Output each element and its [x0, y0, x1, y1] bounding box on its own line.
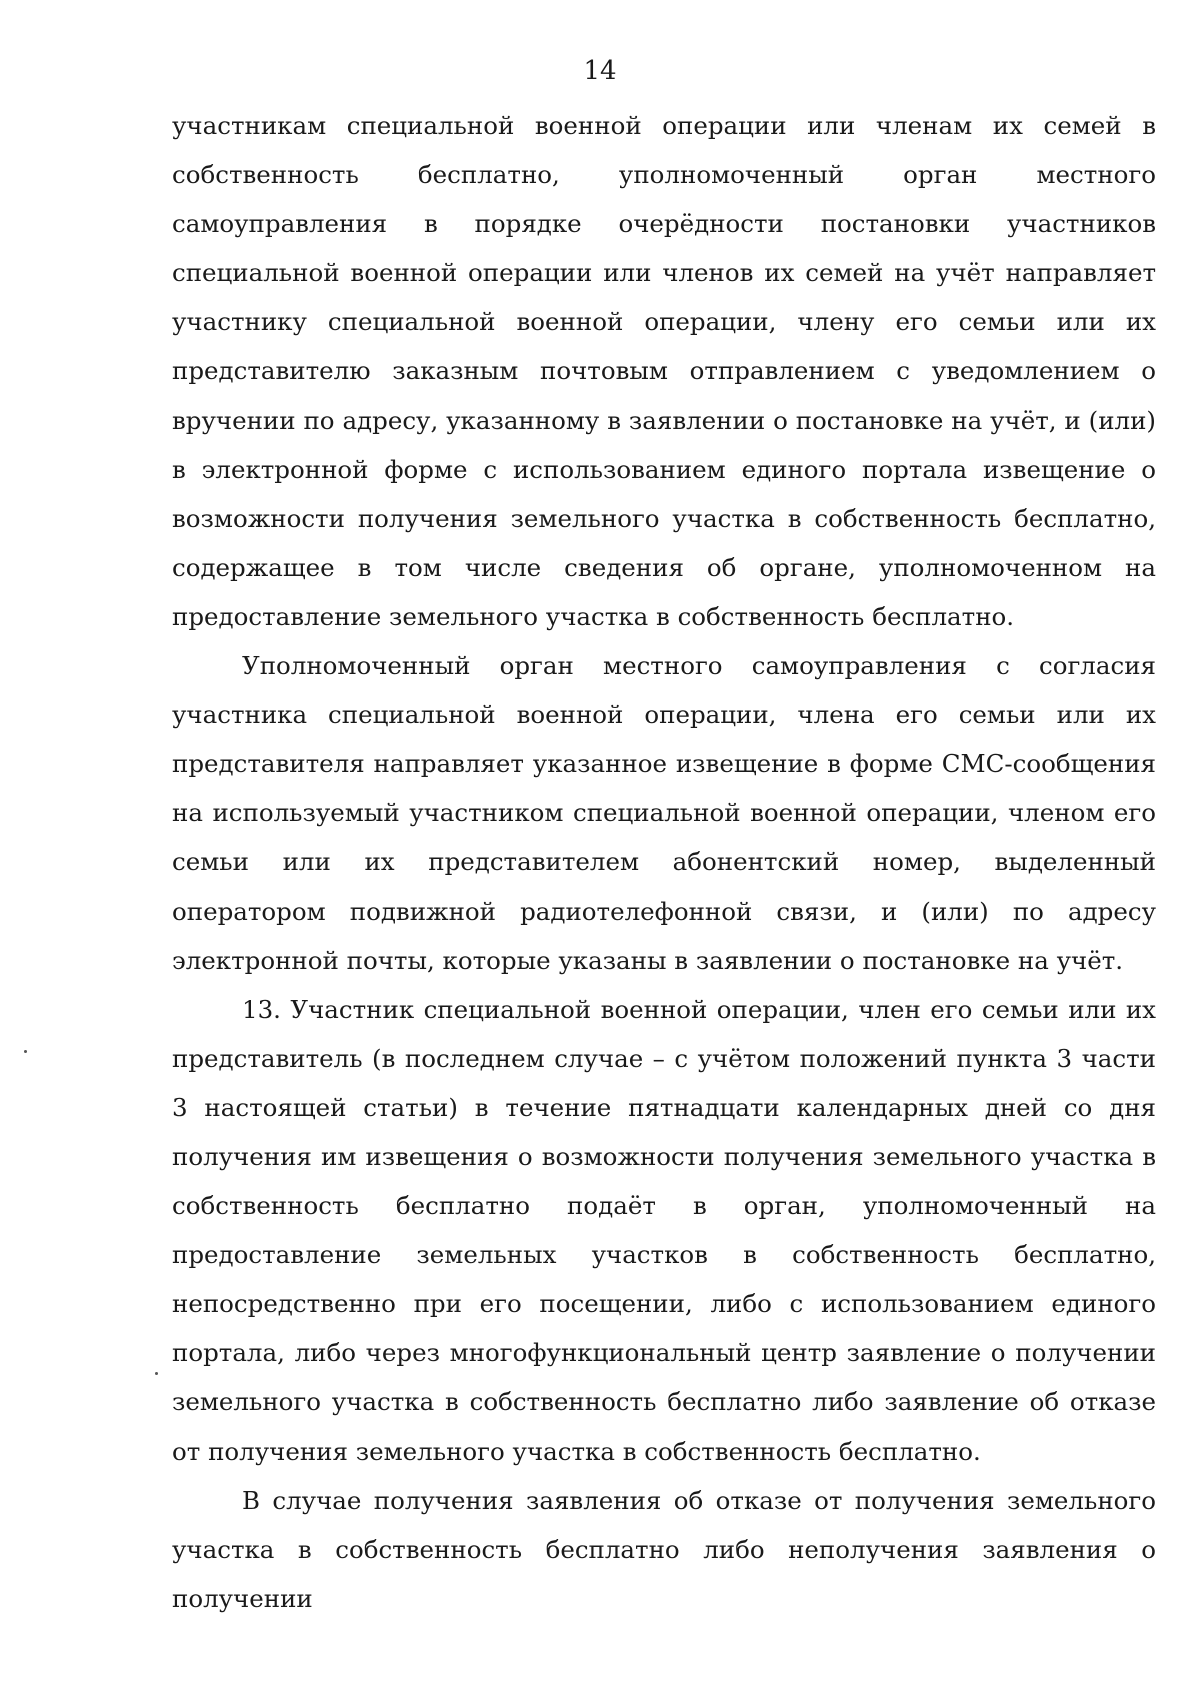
document-body	[172, 101, 1156, 1623]
paragraph-item-13: 13. Участник специальной военной операции, член его семьи или их представитель (в последнем случае – с учётом положений пункта 3 части 3 настоящей статьи) в течение пятнадцати календарных дней со дня получения им извещения о возможности получения земельного участка в собственность бесплатно подаёт в орган, уполномоченный на предоставление земельных участков в собственность бесплатно, непосредственно при его посещении, либо с использованием единого портала, либо через многофункциональный центр заявление о получении земельного участка в собственность бесплатно либо заявление об отказе от получения земельного участка в собственность бесплатно.	[172, 994, 1156, 1466]
scan-speck	[24, 1050, 27, 1053]
paragraph-sms-notice: Уполномоченный орган местного самоуправления с согласия участника специальной военной операции, члена его семьи или их представителя направляет указанное извещение в форме СМС-сообщения на используемый участником специальной военной операции, членом его семьи или их представителем абонентский номер, выделенный оператором подвижной радиотелефонной связи, и (или) по адресу электронной почты, которые указаны в заявлении о постановке на учёт.	[172, 651, 1156, 975]
scan-speck	[155, 1372, 158, 1375]
page-number: 14	[583, 56, 617, 86]
paragraph-refusal: В случае получения заявления об отказе от получения земельного участка в собственность бесплатно либо неполучения заявления о получении	[172, 1485, 1156, 1613]
paragraph-continuation: участникам специальной военной операции или членам их семей в собственность бесплатно, уполномоченный орган местного самоуправления в порядке очерёдности постановки участников специальной военной операции или членов их семей на учёт направляет участнику специальной военной операции, члену его семьи или их представителю заказным почтовым отправлением с уведомлением о вручении по адресу, указанному в заявлении о постановке на учёт, и (или) в электронной форме с использованием единого портала извещение о возможности получения земельного участка в собственность бесплатно, содержащее в том числе сведения об органе, уполномоченном на предоставление земельного участка в собственность бесплатно.	[172, 111, 1156, 631]
